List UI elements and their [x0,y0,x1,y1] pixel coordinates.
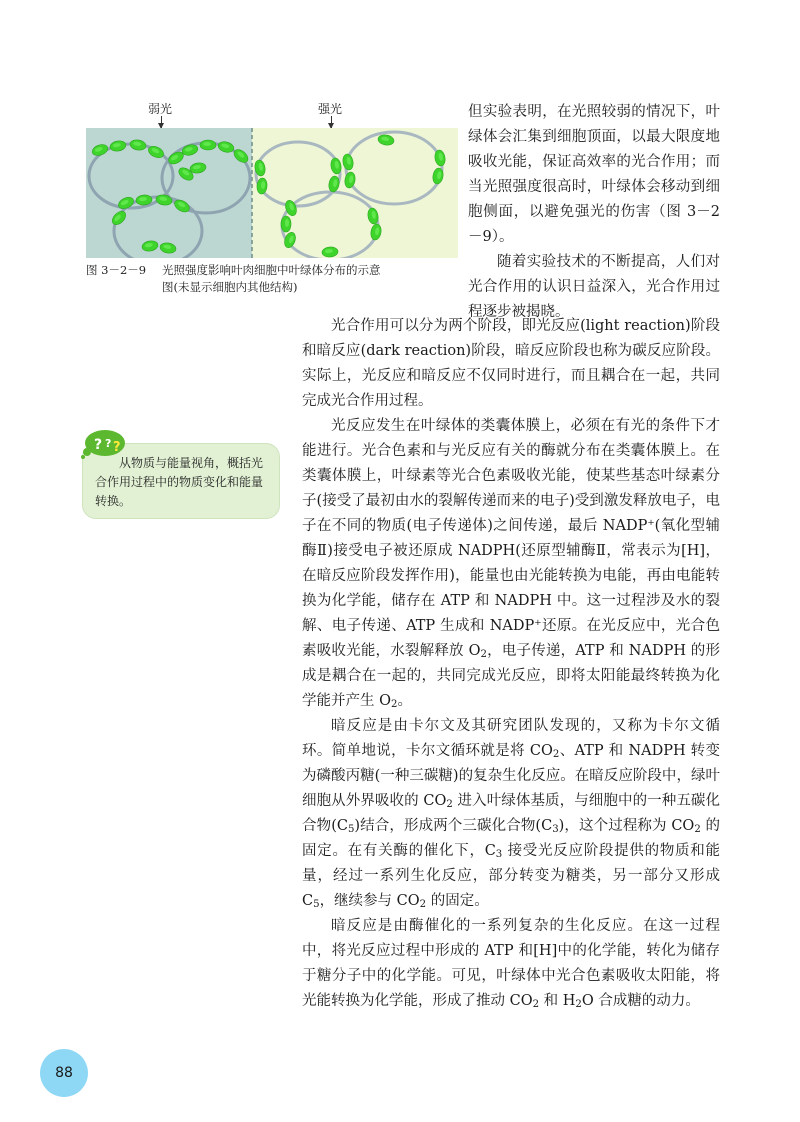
svg-text:?: ? [113,440,121,455]
svg-text:?: ? [94,437,103,453]
paragraph-light-dark-stages: 光合作用可以分为两个阶段，即光反应(light reaction)阶段和暗反应(dark reaction)阶段，暗反应阶段也称为碳反应阶段。实际上，光反应和暗反应不仅同时进行，而且耦合在一起，共同完成光合作用过程。 [302,318,720,409]
right-column-text [468,100,720,325]
paragraph-light-reaction: 光反应发生在叶绿体的类囊体膜上，必须在有光的条件下才能进行。光合色素和与光反应有关的酶就分布在类囊体膜上。在类囊体膜上，叶绿素等光合色素吸收光能，使某些基态叶绿素分子(接受了最初由水的裂解传递而来的电子)受到激发释放电子，电子在不同的物质(电子传递体)之间传递，最后 NADP+(氧化型辅酶Ⅱ)接受电子被还原成 NADPH(还原型辅酶Ⅱ，常表示为[H]，在暗反应阶段发挥作用)，能量也由光能转换为电能，再由电能转换为化学能，储存在 ATP 和 NADPH 中。这一过程涉及水的裂解、电子传递、ATP 生成和 NADP+还原。在光反应中，光合色素吸收光能，水裂解释放 $O_2$，电子传递，ATP 和 NADPH 的形成是耦合在一起的，共同完成光反应，即将太阳能最终转换为化学能并产生 $O_2$。 [302,418,721,711]
sidebar-prompt-text: 从物质与能量视角，概括光合作用过程中的物质变化和能量转换。 [95,456,264,508]
right-column-paragraph-1: 但实验表明，在光照较弱的情况下，叶绿体会汇集到细胞顶面，以最大限度地吸收光能，保证高效率的光合作用；而当光照强度很高时，叶绿体会移动到细胞侧面，以避免强光的伤害（图 3－2－9）。 [468,104,720,245]
arrow-strong-light-icon [331,116,332,128]
figure-caption-number: 图 3－2－9 [86,263,147,277]
paragraph-calvin-cycle: 暗反应是由卡尔文及其研究团队发现的，又称为卡尔文循环。简单地说，卡尔文循环就是将 $CO_2$、ATP 和 NADPH 转变为磷酸丙糖(一种三碳糖)的复杂生化反应。在暗反应阶段中，绿叶细胞从外界吸收的 $CO_2$ 进入叶绿体基质，与细胞中的一种五碳化合物$(C_5)$结合，形成两个三碳化合物$(C_3)$，这个过程称为 $CO_2$ 的固定。在有关酶的催化下，$C_3$ 接受光反应阶段提供的物质和能量，经过一系列生化反应，部分转变为糖类，另一部分又形成 $C_5$，继续参与 $CO_2$ 的固定。 [302,718,721,911]
thinking-sidebar-box [82,437,280,519]
paragraph-dark-reaction-energy: 暗反应是由酶催化的一系列复杂的生化反应。在这一过程中，将光反应过程中形成的 ATP 和[H]中的化学能，转化为储存于糖分子中的化学能。可见，叶绿体中光合色素吸收太阳能，将光能转换为化学能，形成了推动 $CO_2$ 和 $H_2O$ 合成糖的动力。 [302,918,720,1011]
svg-text:?: ? [105,437,112,450]
figure-caption-line2: 图(未显示细胞内其他结构) [162,280,298,294]
page-number-badge: 88 [40,1049,88,1097]
arrow-weak-light-icon [161,116,162,128]
figure-3-2-9 [86,98,458,298]
figure-label-strong-light: 强光 [318,102,343,116]
right-column-paragraph-2: 随着实验技术的不断提高，人们对光合作用的认识日益深入，光合作用过程逐步被揭晓。 [468,254,720,320]
chloroplast-distribution-illustration [86,128,458,258]
figure-caption [86,262,458,296]
figure-caption-line1: 光照强度影响叶肉细胞中叶绿体分布的示意 [162,263,381,277]
figure-label-weak-light: 弱光 [148,102,173,116]
main-body-text [302,314,720,1014]
